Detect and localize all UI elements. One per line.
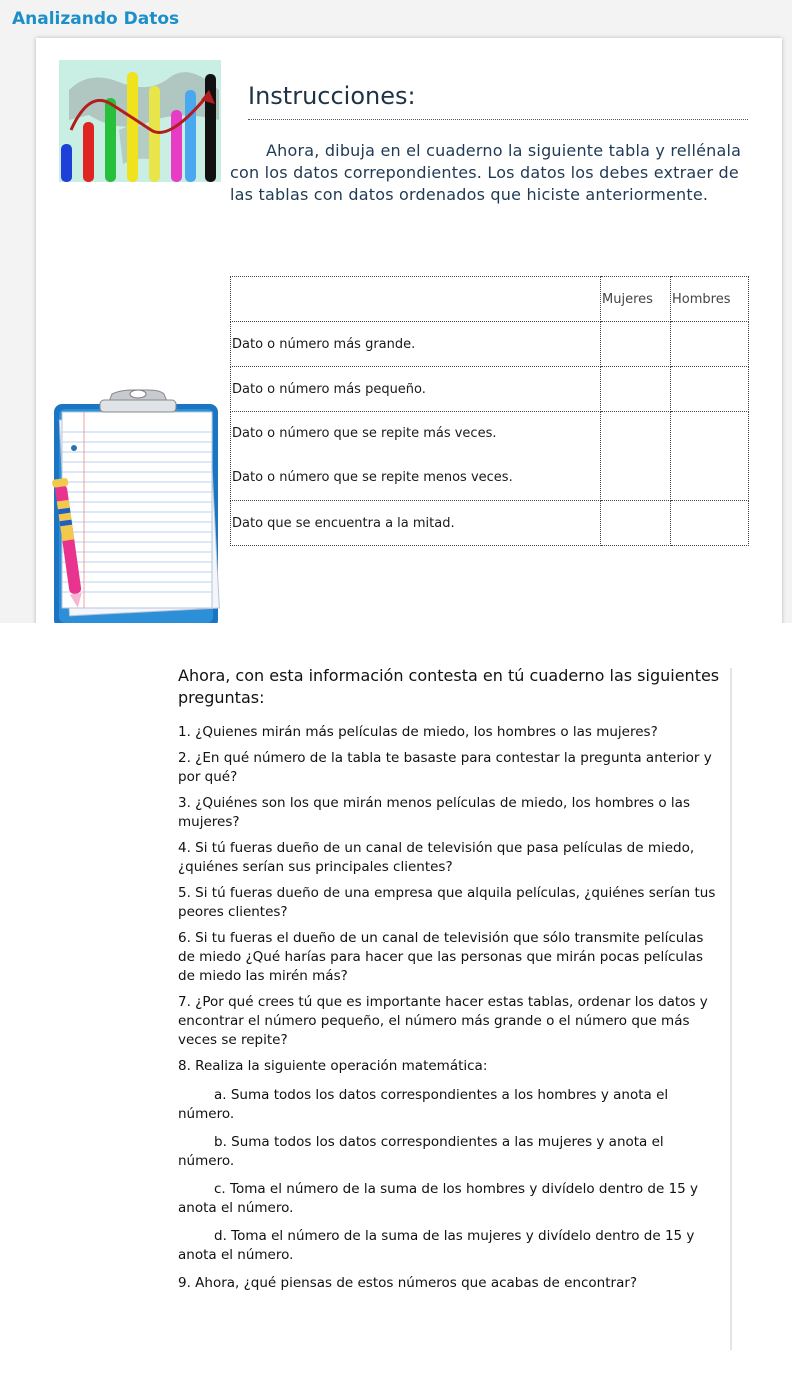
row-label: Dato o número más grande.	[231, 322, 601, 367]
table-cell	[601, 322, 671, 367]
table-cell	[671, 322, 749, 367]
row-label: Dato o número que se repite más veces.	[232, 426, 497, 441]
row-label-pair	[231, 412, 601, 501]
bar-chart-illustration	[59, 60, 221, 182]
col-header-hombres: Hombres	[671, 277, 749, 322]
question-item: 3. ¿Quiénes son los que mirán menos películas de miedo, los hombres o las mujeres?	[178, 795, 690, 830]
question-item: 6. Si tu fueras el dueño de un canal de televisión que sólo transmite películas de miedo ¿Qué harías para hacer que las personas que mirán pocas películas de miedo las mirén más?	[178, 930, 704, 984]
question-subitem: b. Suma todos los datos correspondientes a las mujeres y anota el número.	[178, 1134, 664, 1169]
row-label: Dato que se encuentra a la mitad.	[231, 501, 601, 546]
question-subitem: d. Toma el número de la suma de las mujeres y divídelo dentro de 15 y anota el número.	[178, 1228, 695, 1263]
question-subitem: a. Suma todos los datos correspondientes a los hombres y anota el número.	[178, 1087, 669, 1122]
activity-panel	[0, 0, 792, 623]
page-title: Analizando Datos	[12, 9, 180, 29]
col-header-mujeres: Mujeres	[601, 277, 671, 322]
instructions-text: Ahora, dibuja en el cuaderno la siguiente tabla y rellénala con los datos correpondientes. Los datos los debes extraer de las tablas con datos ordenados que hiciste anteriormente.	[230, 141, 742, 204]
question-item: 8. Realiza la siguiente operación matemática:	[178, 1058, 488, 1074]
question-item: 7. ¿Por qué crees tú que es importante hacer estas tablas, ordenar los datos y encontrar el número pequeño, el número más grande o el número que más veces se repite?	[178, 994, 708, 1048]
table-cell	[601, 367, 671, 412]
right-border	[730, 668, 732, 1350]
table-cell	[601, 412, 671, 501]
title-divider	[248, 119, 748, 120]
table-header-empty	[231, 277, 601, 322]
table-cell	[671, 501, 749, 546]
table-cell	[671, 412, 749, 501]
row-label: Dato o número que se repite menos veces.	[232, 470, 513, 485]
question-item: 9. Ahora, ¿qué piensas de estos números que acabas de encontrar?	[178, 1275, 638, 1291]
question-item: 2. ¿En qué número de la tabla te basaste para contestar la pregunta anterior y por qué?	[178, 750, 712, 785]
question-subitem: c. Toma el número de la suma de los hombres y divídelo dentro de 15 y anota el número.	[178, 1181, 699, 1216]
question-item: 5. Si tú fueras dueño de una empresa que alquila películas, ¿quiénes serían tus peores clientes?	[178, 885, 716, 920]
instructions-title: Instrucciones:	[248, 82, 416, 110]
questions-section	[178, 665, 723, 1300]
question-item: 1. ¿Quienes mirán más películas de miedo, los hombres o las mujeres?	[178, 724, 658, 740]
question-item: 4. Si tú fueras dueño de un canal de televisión que pasa películas de miedo, ¿quiénes serían sus principales clientes?	[178, 840, 695, 875]
questions-intro: Ahora, con esta información contesta en tú cuaderno las siguientes preguntas:	[178, 666, 720, 707]
data-table	[230, 276, 749, 546]
row-label: Dato o número más pequeño.	[231, 367, 601, 412]
clipboard-illustration	[50, 388, 232, 623]
table-cell	[601, 501, 671, 546]
table-cell	[671, 367, 749, 412]
